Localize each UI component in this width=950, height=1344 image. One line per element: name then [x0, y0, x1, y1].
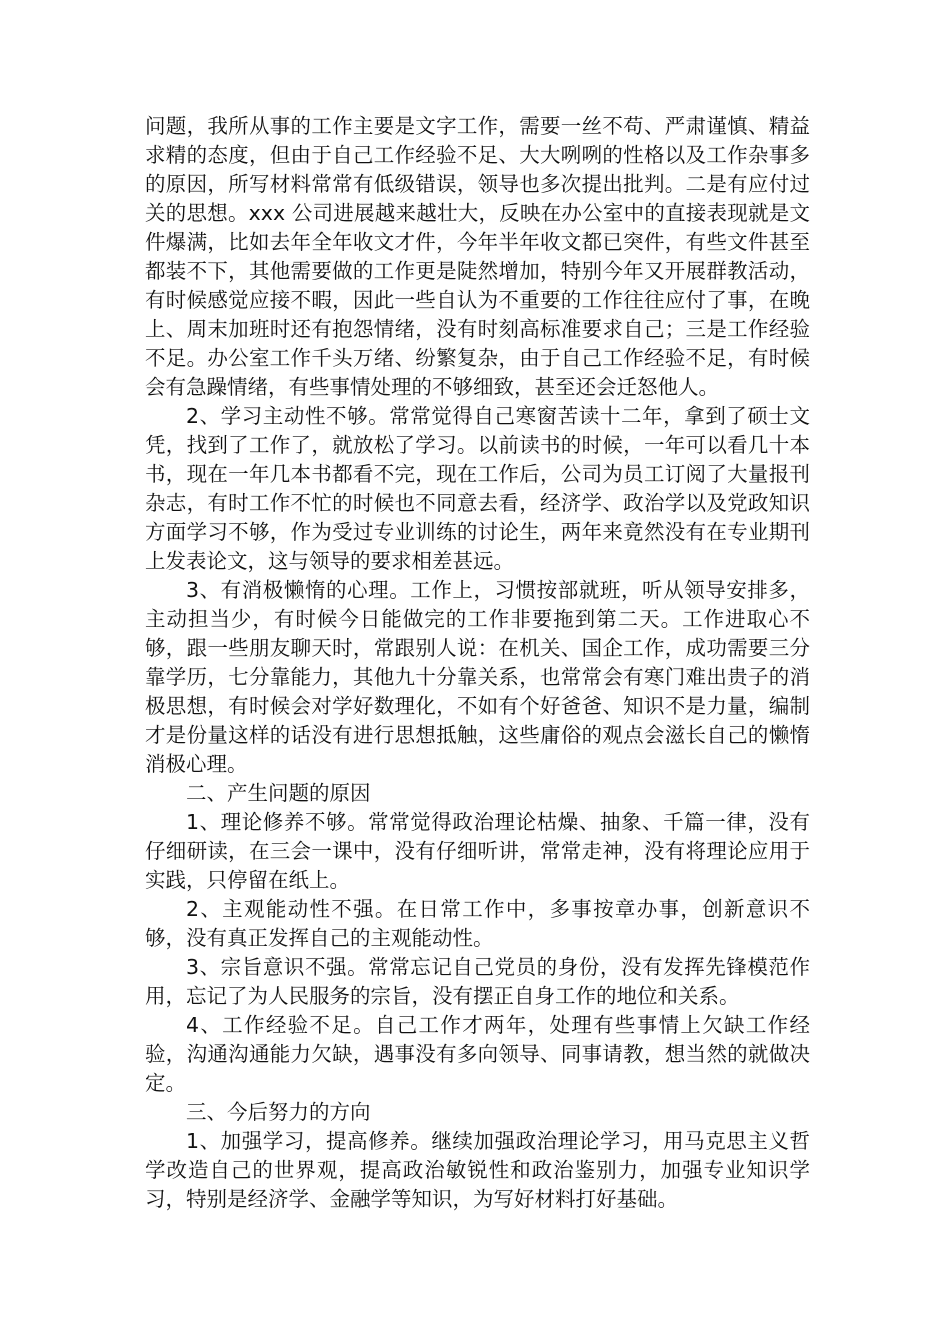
- paragraph-negative-mindset: 3、有消极懒惰的心理。工作上，习惯按部就班，听从领导安排多，主动担当少，有时候今日能做完的工作非要拖到第二天。工作进取心不够，跟一些朋友聊天时，常跟别人说：在机关、国企工作，成功需要三分靠学历，七分靠能力，其他九十分靠关系，也常常会有寒门难出贵子的消极思想，有时候会对学好数理化，不如有个好爸爸、知识不是力量，编制才是份量这样的话没有进行思想抵触，这些庸俗的观点会滋长自己的懒惰消极心理。: [145, 578, 810, 776]
- section-heading-causes: 二、产生问题的原因: [186, 781, 371, 805]
- paragraph-continued: 问题，我所从事的工作主要是文字工作，需要一丝不苟、严肃谨慎、精益求精的态度，但由于自己工作经验不足、大大咧咧的性格以及工作杂事多的原因，所写材料常常有低级错误，领导也多次提出批判。二是有应付过关的思想。xxx 公司进展越来越壮大，反映在办公室中的直接表现就是文件爆满，比如去年全年收文才件，今年半年收文都已突件，有些文件甚至都装不下，其他需要做的工作更是陡然增加，特别今年又开展群教活动，有时候感觉应接不暇，因此一些自认为不重要的工作往往应付了事，在晚上、周末加班时还有抱怨情绪，没有时刻高标准要求自己；三是工作经验不足。办公室工作千头万绪、纷繁复杂，由于自己工作经验不足，有时候会有急躁情绪，有些事情处理的不够细致，甚至还会迁怒他人。: [145, 114, 810, 399]
- paragraph-purpose-awareness: 3、宗旨意识不强。常常忘记自己党员的身份，没有发挥先锋模范作用，忘记了为人民服务的宗旨，没有摆正自身工作的地位和关系。: [145, 955, 810, 1008]
- paragraph-work-experience: 4、工作经验不足。自己工作才两年，处理有些事情上欠缺工作经验，沟通沟通能力欠缺，遇事没有多向领导、同事请教，想当然的就做决定。: [145, 1013, 810, 1095]
- paragraph-strengthen-study: 1、加强学习，提高修养。继续加强政治理论学习，用马克思主义哲学改造自己的世界观，提高政治敏锐性和政治鉴别力，加强专业知识学习，特别是经济学、金融学等知识，为写好材料打好基础。: [145, 1129, 810, 1211]
- paragraph-theory-cultivation: 1、理论修养不够。常常觉得政治理论枯燥、抽象、千篇一律，没有仔细研读，在三会一课中，没有仔细听讲，常常走神，没有将理论应用于实践，只停留在纸上。: [145, 810, 810, 892]
- document-body: [145, 112, 810, 1214]
- section-heading-direction: 三、今后努力的方向: [186, 1100, 371, 1124]
- paragraph-initiative: 2、主观能动性不强。在日常工作中，多事按章办事，创新意识不够，没有真正发挥自己的主观能动性。: [145, 897, 810, 950]
- paragraph-study-initiative: 2、学习主动性不够。常常觉得自己寒窗苦读十二年，拿到了硕士文凭，找到了工作了，就放松了学习。以前读书的时候，一年可以看几十本书，现在一年几本书都看不完，现在工作后，公司为员工订阅了大量报刊杂志，有时工作不忙的时候也不同意去看，经济学、政治学以及党政知识方面学习不够，作为受过专业训练的讨论生，两年来竟然没有在专业期刊上发表论文，这与领导的要求相差甚远。: [145, 404, 810, 573]
